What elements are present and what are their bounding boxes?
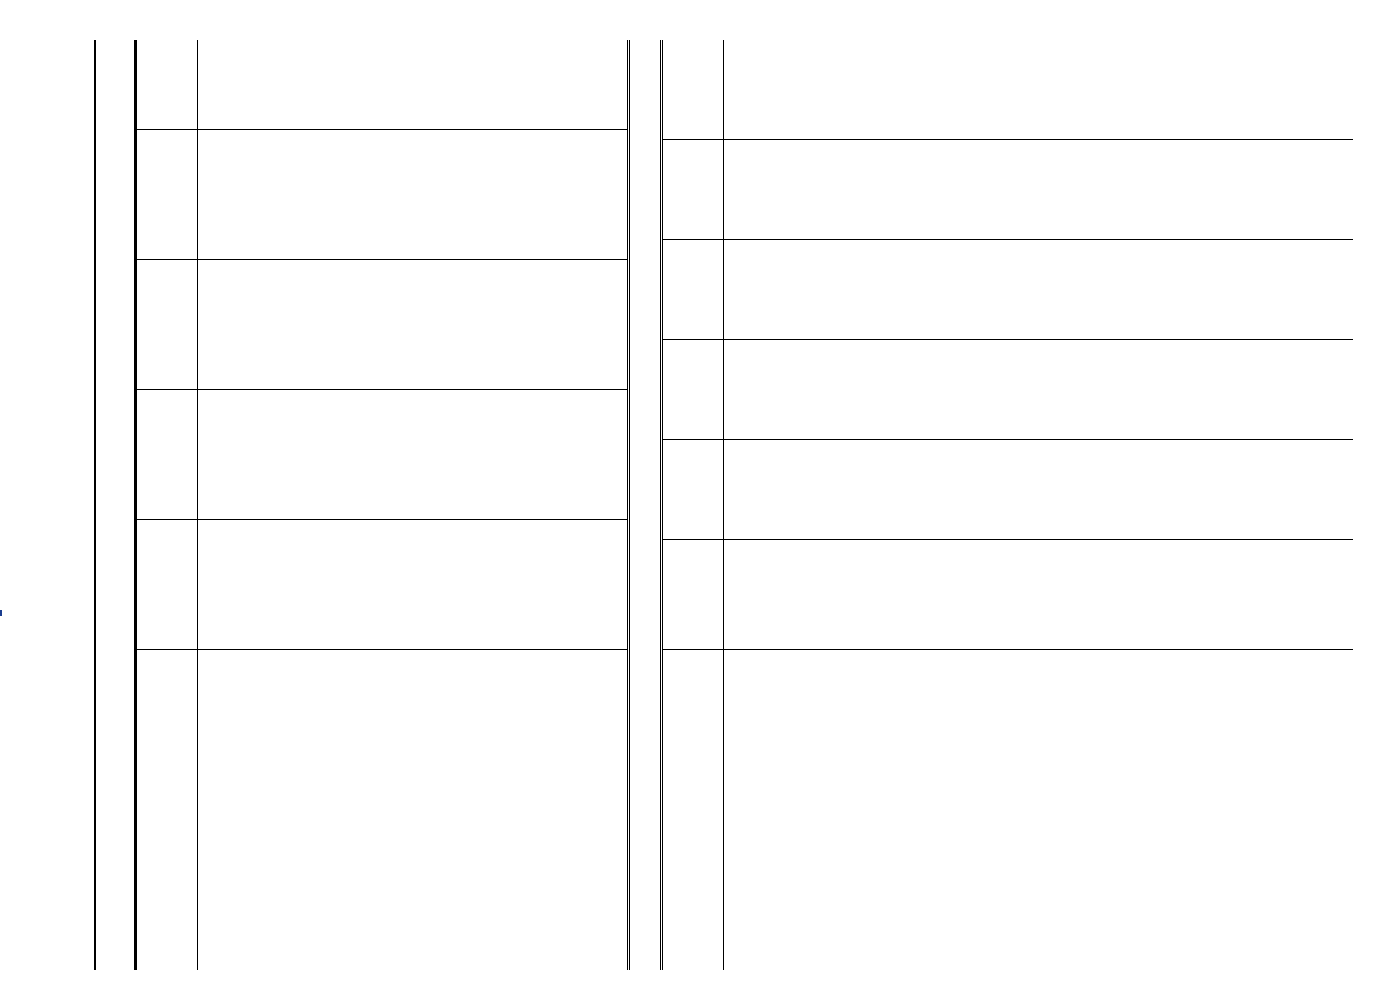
col-divider [663, 339, 1353, 340]
col-divider [663, 649, 1353, 650]
col-divider [663, 539, 1353, 540]
bottom-table [660, 40, 1353, 970]
dfg-logo [0, 610, 2, 616]
top-table [134, 40, 630, 970]
footer-credit [0, 606, 2, 616]
col-divider [663, 139, 1353, 140]
col-divider [663, 439, 1353, 440]
header-rule [94, 40, 96, 970]
page-header [0, 0, 110, 1000]
col-divider [137, 129, 627, 130]
header-rule [723, 40, 724, 970]
col-divider [137, 389, 627, 390]
col-divider [137, 259, 627, 260]
col-divider [137, 649, 627, 650]
col-divider [137, 519, 627, 520]
header-rule [197, 40, 198, 970]
col-divider [663, 239, 1353, 240]
